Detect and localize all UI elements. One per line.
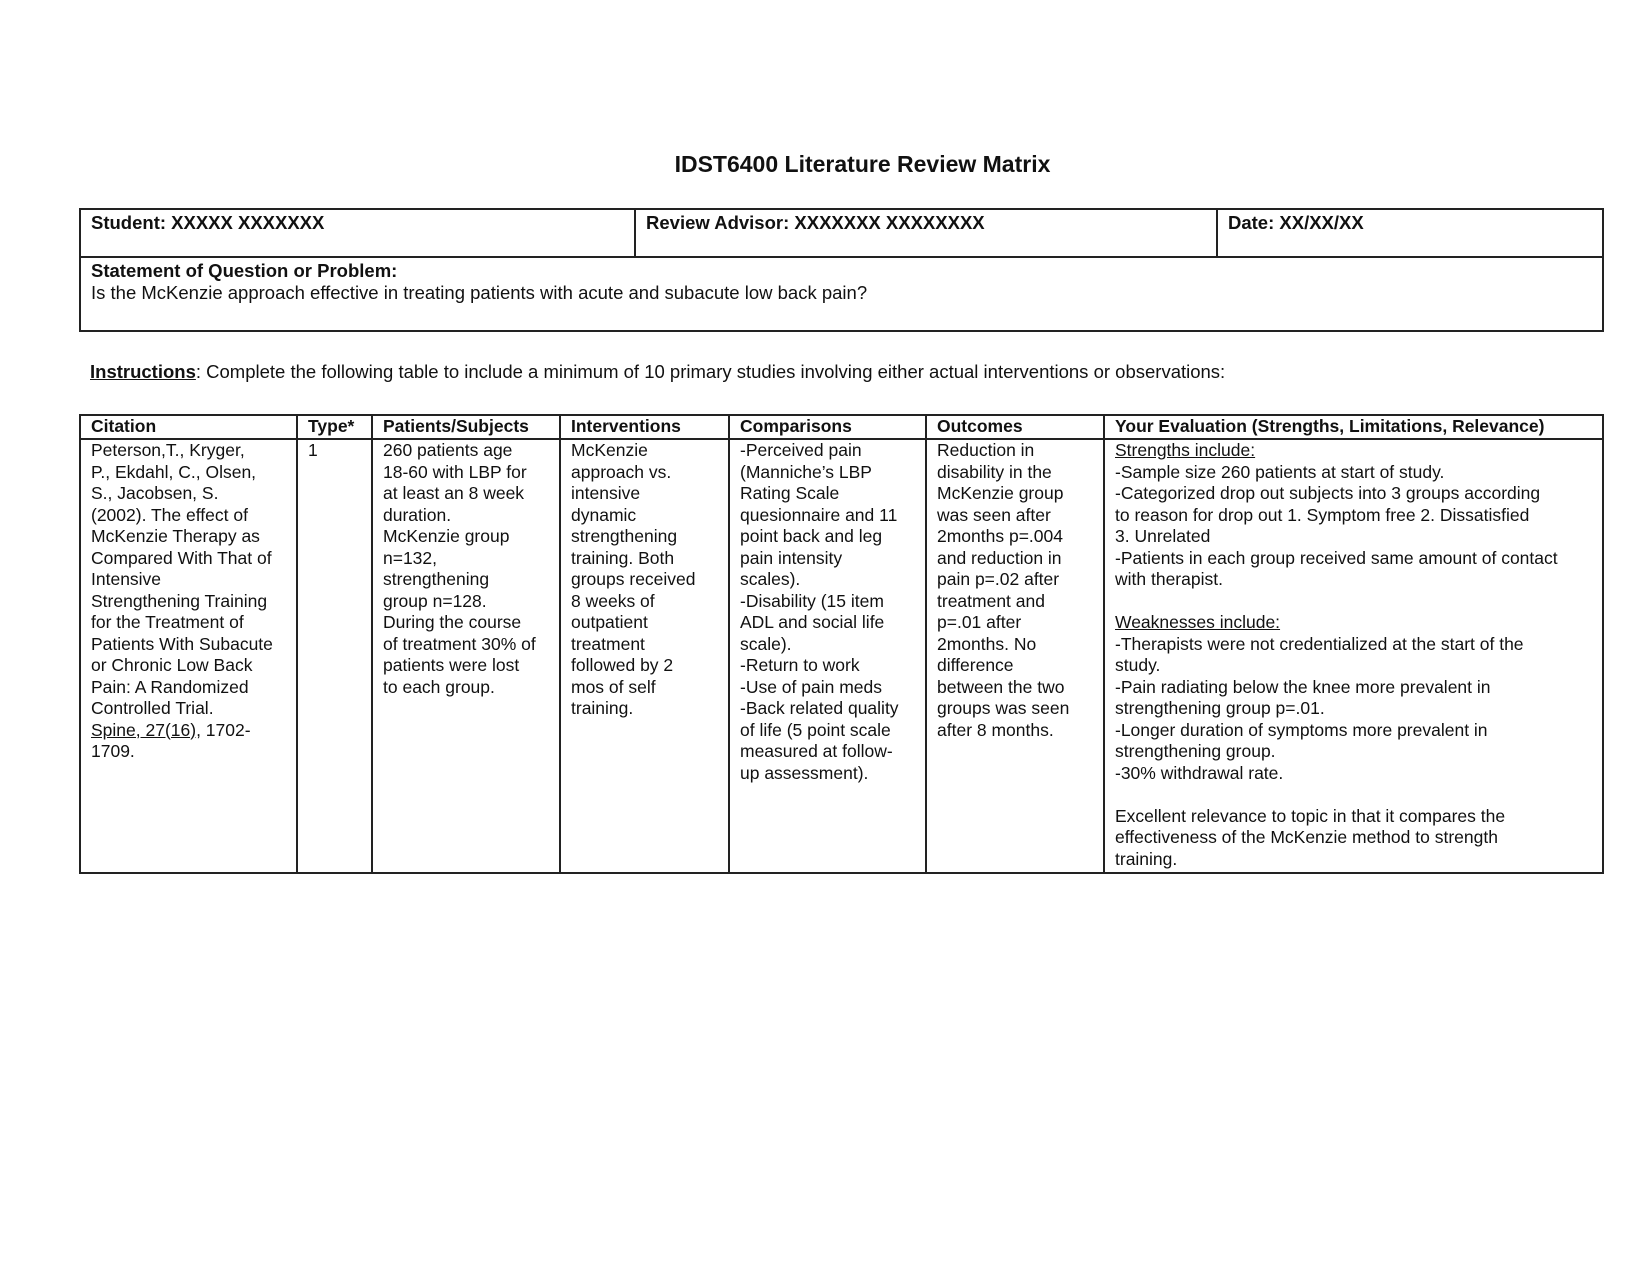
text-line: -Return to work (740, 655, 860, 675)
text-line: groups was seen (937, 698, 1070, 718)
text-line: quesionnaire and 11 (740, 504, 898, 525)
text-line: measured at follow- (740, 741, 893, 761)
text-line: -Patients in each group received same amount of contact (1115, 547, 1558, 568)
text-line: -Longer duration of symptoms more prevalent in (1115, 719, 1488, 740)
text-line: to each group. (383, 676, 495, 697)
text-line: for the Treatment of (91, 612, 244, 632)
text-line: -Pain radiating below the knee more prevalent in (1115, 676, 1491, 697)
text-line: Peterson,T., Kryger, (91, 440, 245, 460)
comparisons-text (740, 440, 915, 784)
text-line: Controlled Trial. (91, 698, 214, 718)
question-title: Statement of Question or Problem: (91, 260, 398, 281)
text-line: Patients With Subacute (91, 633, 273, 654)
citation-source (91, 720, 286, 763)
text-line: between the two (937, 676, 1065, 697)
text-line: and reduction in (937, 547, 1062, 568)
text-line: training. Both (571, 547, 675, 568)
text-line: treatment and (937, 590, 1045, 611)
text-line: McKenzie group (937, 483, 1064, 503)
text-line: at least an 8 week (383, 483, 525, 503)
evaluation-spacer (1115, 784, 1592, 806)
text-line: followed by 2 (571, 655, 674, 675)
text-line: ADL and social life (740, 612, 885, 632)
patients-text (383, 440, 549, 698)
text-line: (2002). The effect of (91, 504, 248, 525)
column-header-patients: Patients/Subjects (372, 415, 560, 439)
literature-matrix-table (79, 414, 1604, 874)
interventions-text (571, 440, 718, 720)
evaluation-cell (1104, 439, 1603, 873)
date-field: Date: XX/XX/XX (1217, 209, 1603, 257)
text-line: training. (571, 698, 634, 718)
citation-pages-start: 1702- (200, 719, 251, 740)
instructions (90, 360, 1590, 384)
strengths-heading: Strengths include: (1115, 440, 1256, 460)
instructions-text: : Complete the following table to include a minimum of 10 primary studies involving either actual interventions or observations: (195, 361, 1226, 382)
matrix-header-row (80, 415, 1603, 439)
column-header-comparisons: Comparisons (729, 415, 926, 439)
text-line: mos of self (571, 676, 656, 697)
text-line: Reduction in (937, 440, 1035, 460)
citation-cell (80, 439, 297, 873)
column-header-outcomes: Outcomes (926, 415, 1104, 439)
text-line: pain p=.02 after (937, 569, 1060, 589)
text-line: During the course (383, 612, 522, 632)
text-line: Excellent relevance to topic in that it compares the (1115, 805, 1506, 826)
text-line: up assessment). (740, 762, 869, 783)
text-line: -Sample size 260 patients at start of study. (1115, 461, 1445, 482)
text-line: group n=128. (383, 590, 487, 611)
text-line: McKenzie Therapy as (91, 526, 260, 546)
text-line: McKenzie (571, 440, 648, 460)
text-line: scale). (740, 633, 792, 654)
outcomes-cell (926, 439, 1104, 873)
text-line: was seen after (937, 504, 1051, 525)
student-field: Student: XXXXX XXXXXXX (80, 209, 635, 257)
text-line: 2months. No (937, 633, 1037, 654)
outcomes-text (937, 440, 1093, 741)
patients-cell (372, 439, 560, 873)
text-line: n=132, (383, 547, 438, 568)
text-line: S., Jacobsen, S. (91, 483, 219, 503)
text-line: training. (1115, 848, 1178, 869)
text-line: groups received (571, 569, 696, 589)
text-line: after 8 months. (937, 719, 1054, 740)
text-line: strengthening group p=.01. (1115, 698, 1325, 718)
text-line: disability in the (937, 461, 1052, 482)
strengths-list (1115, 462, 1592, 591)
text-line: Compared With That of (91, 547, 272, 568)
text-line: or Chronic Low Back (91, 655, 253, 675)
text-line: intensive (571, 483, 641, 503)
instructions-label: Instructions (90, 361, 196, 382)
text-line: treatment (571, 633, 645, 654)
text-line: outpatient (571, 612, 648, 632)
weaknesses-list (1115, 634, 1592, 785)
text-line: -Back related quality (740, 698, 899, 718)
text-line: strengthening group. (1115, 741, 1276, 761)
text-line: to reason for drop out 1. Symptom free 2. Dissatisfied (1115, 504, 1530, 525)
text-line: -Therapists were not credentialized at the start of the (1115, 633, 1524, 654)
column-header-type: Type* (297, 415, 372, 439)
question-row (80, 257, 1603, 331)
text-line: strengthening (383, 569, 490, 589)
relevance-text (1115, 806, 1592, 871)
text-line: point back and leg (740, 526, 883, 546)
text-line: patients were lost (383, 655, 520, 675)
text-line: dynamic (571, 504, 637, 525)
text-line: (Manniche’s LBP (740, 461, 872, 482)
text-line: difference (937, 655, 1014, 675)
text-line: strengthening (571, 526, 678, 546)
column-header-citation: Citation (80, 415, 297, 439)
text-line: Intensive (91, 569, 162, 589)
interventions-cell (560, 439, 729, 873)
weaknesses-heading: Weaknesses include: (1115, 612, 1281, 632)
text-line: Pain: A Randomized (91, 676, 249, 697)
header-row (80, 209, 1603, 257)
text-line: -Disability (15 item (740, 590, 884, 611)
text-line: -Categorized drop out subjects into 3 groups according (1115, 483, 1541, 503)
header-table (79, 208, 1604, 332)
text-line: approach vs. (571, 461, 672, 482)
text-line: -Use of pain meds (740, 676, 883, 697)
text-line: Strengthening Training (91, 590, 268, 611)
text-line: P., Ekdahl, C., Olsen, (91, 461, 257, 482)
text-line: 18-60 with LBP for (383, 461, 527, 482)
text-line: Rating Scale (740, 483, 840, 503)
comparisons-cell (729, 439, 926, 873)
text-line: scales). (740, 569, 801, 589)
text-line: -Perceived pain (740, 440, 862, 460)
text-line: pain intensity (740, 547, 843, 568)
column-header-interventions: Interventions (560, 415, 729, 439)
text-line: p=.01 after (937, 612, 1022, 632)
citation-text (91, 440, 286, 720)
document-title: IDST6400 Literature Review Matrix (674, 151, 1051, 177)
citation-pages-end: 1709. (91, 741, 135, 761)
text-line: of treatment 30% of (383, 633, 536, 654)
type-cell: 1 (297, 439, 372, 873)
text-line: 8 weeks of (571, 590, 655, 611)
text-line: McKenzie group (383, 526, 510, 546)
text-line: -30% withdrawal rate. (1115, 762, 1284, 783)
text-line: 260 patients age (383, 440, 513, 460)
text-line: duration. (383, 504, 452, 525)
text-line: of life (5 point scale (740, 719, 891, 740)
text-line: with therapist. (1115, 569, 1223, 589)
advisor-field: Review Advisor: XXXXXXX XXXXXXXX (635, 209, 1217, 257)
evaluation-spacer (1115, 591, 1592, 613)
question-text: Is the McKenzie approach effective in treating patients with acute and subacute low back pain? (91, 282, 868, 303)
text-line: effectiveness of the McKenzie method to strength (1115, 827, 1498, 847)
text-line: 2months p=.004 (937, 526, 1063, 546)
text-line: study. (1115, 655, 1161, 675)
table-row (80, 439, 1603, 873)
text-line: 3. Unrelated (1115, 526, 1211, 546)
citation-journal: Spine, 27(16), (91, 719, 201, 740)
column-header-evaluation: Your Evaluation (Strengths, Limitations, Relevance) (1104, 415, 1603, 439)
question-cell (80, 257, 1603, 331)
